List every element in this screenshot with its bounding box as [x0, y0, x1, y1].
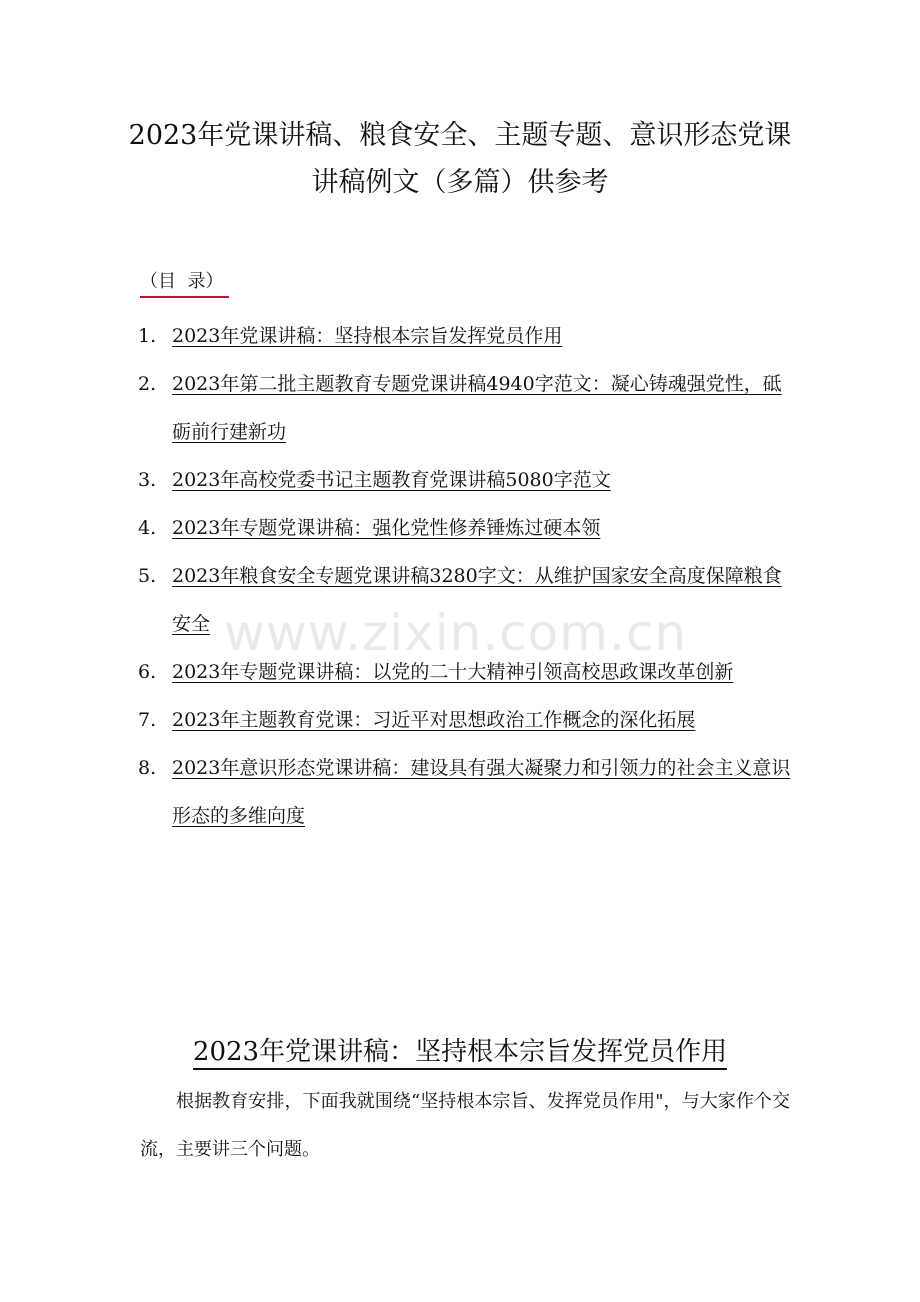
toc-item	[138, 504, 798, 552]
section-title-text: 2023年党课讲稿：坚持根本宗旨发挥党员作用	[193, 1037, 727, 1070]
toc-item	[138, 456, 798, 504]
toc-heading: （目 录）	[140, 268, 229, 298]
toc-link-4[interactable]: 2023年专题党课讲稿：强化党性修养锤炼过硬本领	[172, 517, 601, 539]
toc-item-number: 1.	[138, 325, 157, 347]
toc-link-8[interactable]: 2023年意识形态党课讲稿：建设具有强大凝聚力和引领力的社会主义意识形态的多维向度	[172, 757, 791, 827]
toc-link-3[interactable]: 2023年高校党委书记主题教育党课讲稿5080字范文	[172, 469, 611, 491]
toc-item-number: 6.	[138, 661, 157, 683]
toc-item	[138, 360, 798, 456]
toc-item-number: 4.	[138, 517, 157, 539]
section-title	[120, 1030, 800, 1074]
toc-item	[138, 312, 798, 360]
toc-link-7[interactable]: 2023年主题教育党课：习近平对思想政治工作概念的深化拓展	[172, 709, 696, 731]
toc-item-number: 2.	[138, 373, 157, 395]
toc-item-number: 8.	[138, 757, 157, 779]
body-paragraph: 根据教育安排，下面我就围绕“坚持根本宗旨、发挥党员作用"，与大家作个交流，主要讲三个问题。	[140, 1091, 790, 1160]
toc-link-6[interactable]: 2023年专题党课讲稿：以党的二十大精神引领高校思政课改革创新	[172, 661, 734, 683]
toc-link-1[interactable]: 2023年党课讲稿：坚持根本宗旨发挥党员作用	[172, 325, 563, 347]
toc-item-number: 7.	[138, 709, 157, 731]
toc-item	[138, 696, 798, 744]
toc-item	[138, 744, 798, 840]
watermark: www.zixin.com.cn	[224, 604, 688, 662]
toc-link-5[interactable]: 2023年粮食安全专题党课讲稿3280字文：从维护国家安全高度保障粮食安全	[172, 565, 782, 635]
toc-item	[138, 552, 798, 648]
document-title: 2023年党课讲稿、粮食安全、主题专题、意识形态党课讲稿例文（多篇）供参考	[128, 120, 792, 198]
toc-item	[138, 648, 798, 696]
toc-list	[138, 312, 798, 840]
toc-item-number: 5.	[138, 565, 157, 587]
toc-item-number: 3.	[138, 469, 157, 491]
toc-link-2[interactable]: 2023年第二批主题教育专题党课讲稿4940字范文：凝心铸魂强党性，砥砺前行建新功	[172, 373, 782, 443]
